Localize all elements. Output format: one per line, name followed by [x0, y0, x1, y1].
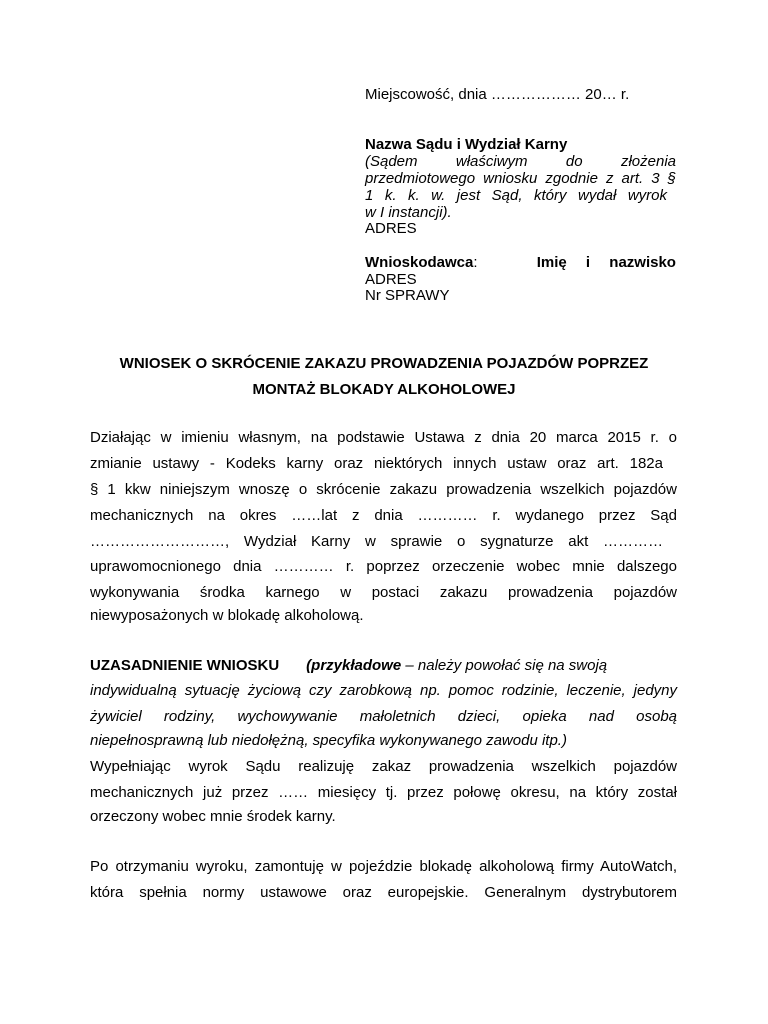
justification-note-line: żywiciel rodziny, wychowywanie małoletnich dzieci, opieka nad osobą — [90, 708, 677, 725]
justification-body-line: Wypełniając wyrok Sądu realizuję zakaz prowadzenia wszelkich pojazdów — [90, 758, 677, 775]
justification-note: – należy powołać się na swoją — [401, 657, 608, 674]
justification-note-line: niepełnosprawną lub niedołężną, specyfika wykonywanego zawodu itp.) — [90, 732, 567, 749]
example-label: (przykładowe — [306, 657, 402, 674]
paragraph-line: niewyposażonych w blokadę alkoholową. — [90, 607, 364, 624]
justification-note-line: indywidualną sytuację życiową czy zarobkową np. pomoc rodzinie, leczenie, jedyny — [90, 682, 677, 699]
applicant-label-group — [365, 254, 478, 271]
paragraph-line: § 1 kkw niniejszym wnoszę o skrócenie zakazu prowadzenia wszelkich pojazdów — [90, 481, 677, 498]
place-date-line: Miejscowość, dnia ……………… 20… r. — [365, 86, 630, 103]
paragraph-line: mechanicznych na okres ……lat z dnia ………… r. wydanego przez Sąd — [90, 507, 677, 524]
paragraph-line: uprawomocnionego dnia ………… r. poprzez orzeczenie wobec mnie dalszego — [90, 558, 677, 575]
applicant-row — [365, 254, 676, 271]
justification-heading-line — [90, 656, 677, 676]
court-address: ADRES — [365, 220, 417, 237]
document-title-line: MONTAŻ BLOKADY ALKOHOLOWEJ — [252, 381, 516, 398]
paragraph-line: która spełnia normy ustawowe oraz europejskie. Generalnym dystrybutorem — [90, 884, 677, 901]
paragraph-line: zmianie ustawy - Kodeks karny oraz niektórych innych ustaw oraz art. 182a — [90, 455, 663, 472]
case-number: Nr SPRAWY — [365, 287, 450, 304]
paragraph-line: ………………………, Wydział Karny w sprawie o sygnaturze akt ………… — [90, 533, 663, 550]
court-name: Nazwa Sądu i Wydział Karny — [365, 136, 568, 153]
court-note-line: przedmiotowego wniosku zgodnie z art. 3 § — [365, 170, 676, 187]
paragraph-line: Po otrzymaniu wyroku, zamontuję w pojeździe blokadę alkoholową firmy AutoWatch, — [90, 858, 677, 875]
justification-body-line: mechanicznych już przez …… miesięcy tj. przez połowę okresu, na który został — [90, 784, 677, 801]
applicant-colon: : — [473, 254, 478, 271]
applicant-name-word: i — [585, 254, 591, 271]
applicant-name-word: nazwisko — [609, 254, 676, 271]
paragraph-line: wykonywania środka karnego w postaci zakazu prowadzenia pojazdów — [90, 584, 677, 601]
paragraph-line: Działając w imieniu własnym, na podstawie Ustawa z dnia 20 marca 2015 r. o — [90, 429, 677, 446]
applicant-label: Wnioskodawca — [365, 254, 474, 271]
court-note-line: w I instancji). — [365, 204, 452, 221]
document-title-line: WNIOSEK O SKRÓCENIE ZAKAZU PROWADZENIA POJAZDÓW POPRZEZ — [119, 355, 649, 372]
applicant-address: ADRES — [365, 271, 417, 288]
court-note-line: 1 k. k. w. jest Sąd, który wydał wyrok — [365, 187, 667, 204]
justification-heading: UZASADNIENIE WNIOSKU — [90, 657, 280, 674]
justification-body-line: orzeczony wobec mnie środek karny. — [90, 808, 336, 825]
court-note-line: (Sądem właściwym do złożenia — [365, 153, 676, 170]
applicant-name-word: Imię — [536, 254, 567, 271]
